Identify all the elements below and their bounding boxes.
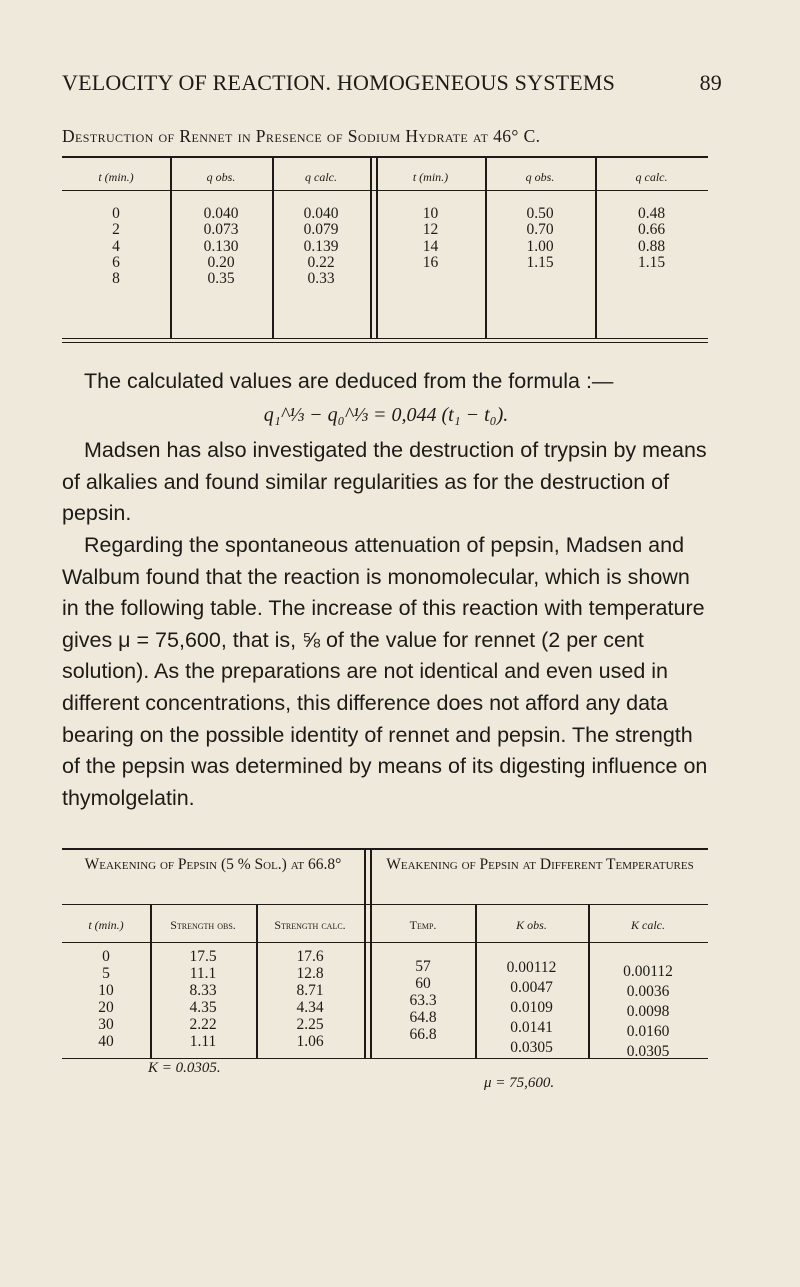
table-cell: 0.88	[637, 237, 666, 255]
table1-col-calc-left	[272, 206, 370, 287]
table-cell: 0.20	[207, 253, 235, 271]
table-cell: 0.70	[526, 221, 554, 239]
table2-col-temp	[371, 958, 475, 1043]
table2-header-cell: Strength calc.	[274, 918, 346, 932]
table-cell: 0.0098	[626, 1003, 670, 1020]
table2-divider	[364, 849, 366, 1059]
table-cell: 10	[422, 205, 439, 222]
body-text	[62, 366, 710, 814]
table-cell: 8.71	[296, 982, 324, 999]
table2-caption-rule	[62, 904, 708, 905]
table-cell: 0.040	[203, 205, 239, 222]
table-cell: 0.073	[203, 221, 239, 239]
table-cell: 1.06	[296, 1033, 324, 1050]
table-cell: 0.66	[637, 221, 666, 239]
table1-header-cell: q obs.	[525, 170, 555, 184]
table-cell: 0.0305	[626, 1043, 670, 1060]
table-cell: 0.48	[637, 205, 666, 222]
table-cell: 63.3	[409, 992, 437, 1009]
table1-col-obs-right	[485, 206, 595, 271]
table-cell: 12.8	[296, 965, 324, 982]
page-number: 89	[699, 70, 722, 95]
table-cell: 6	[112, 253, 120, 271]
table-cell: 1.15	[637, 253, 666, 271]
paragraph: Madsen has also investigated the destruction of trypsin by means of alkalies and found similar regularities as for the destruction of pepsin.	[62, 438, 707, 526]
table1-col-t-right	[376, 206, 485, 271]
table-cell: 0.0109	[510, 999, 553, 1016]
table1-header-cell: q obs.	[206, 170, 236, 184]
table2-top-rule	[62, 848, 708, 850]
table-cell: 12	[422, 221, 439, 239]
table-cell: 2.25	[296, 1016, 324, 1033]
table-cell: 17.6	[296, 948, 324, 965]
table2-left-footer: K = 0.0305.	[148, 1060, 221, 1076]
table2-col-strength-obs	[150, 948, 256, 1050]
table2-header-rule	[62, 942, 708, 943]
header-title: VELOCITY OF REACTION. HOMOGENEOUS SYSTEMS	[62, 70, 616, 95]
table-cell: 4.35	[189, 999, 217, 1016]
table-cell: 64.8	[409, 1009, 437, 1026]
table-cell: 8.33	[189, 982, 217, 999]
table-cell: 0.079	[303, 221, 339, 239]
table-cell: 0.0047	[510, 979, 553, 996]
table1-col-calc-right	[595, 206, 708, 271]
table-cell: 0.50	[526, 205, 554, 222]
table2-col-k-calc	[588, 962, 708, 1062]
table-cell: 17.5	[189, 948, 217, 965]
table1-bottom-rule-2	[62, 342, 708, 343]
table1-header-rule	[62, 190, 708, 191]
table2-header-cell: K obs.	[516, 918, 547, 932]
table1-col-obs-left	[170, 206, 272, 287]
table-cell: 57	[415, 958, 431, 975]
table2-col-k-obs	[475, 958, 588, 1058]
table1-top-rule	[62, 156, 708, 158]
paragraph: Regarding the spontaneous attenuation of pepsin, Madsen and Walbum found that the reaction is monomolecular, which is shown in the following table. The increase of this reaction with temperature gives μ = 75,600, that is, ⅝ of the value for rennet (2 per cent solution). As the preparations are not identical and even used in different concentrations, this difference does not afford any data bearing on the possible identity of rennet and pepsin. The strength of the pepsin was determined by means of its digesting influence on thymolgelatin.	[62, 532, 708, 810]
table1-header-cell: t (min.)	[98, 170, 134, 184]
table-cell: 0	[102, 948, 110, 965]
table2-col-strength-calc	[256, 948, 364, 1050]
table-cell: 1.15	[526, 253, 554, 271]
table-cell: 8	[112, 270, 120, 288]
table1-header-cell: q calc.	[305, 170, 337, 184]
table2-col-t	[62, 948, 150, 1050]
table-cell: 0.0160	[626, 1023, 670, 1040]
table-cell: 60	[415, 975, 431, 992]
table1-header-cell: t (min.)	[412, 170, 449, 184]
table-cell: 40	[98, 1033, 114, 1050]
table-cell: 0.0305	[510, 1039, 553, 1056]
table-cell: 4.34	[296, 999, 324, 1016]
table-cell: 20	[98, 999, 114, 1016]
table1-col-t-left	[62, 206, 170, 287]
table-cell: 0.040	[303, 205, 339, 222]
paragraph: The calculated values are deduced from the formula :—	[84, 369, 614, 393]
table-cell: 0.139	[303, 237, 339, 255]
table1-header-cell: q calc.	[635, 170, 668, 184]
table-cell: 0	[112, 205, 120, 222]
table-cell: 1.00	[526, 237, 554, 255]
table1-divider	[370, 157, 372, 338]
table2-header-cell: K calc.	[631, 918, 665, 932]
table2-header-cell: t (min.)	[88, 918, 124, 932]
table-cell: 0.35	[207, 270, 235, 288]
table-cell: 10	[98, 982, 114, 999]
table-cell: 0.33	[307, 270, 335, 288]
table-cell: 0.00112	[623, 963, 673, 980]
table-cell: 2.22	[189, 1016, 217, 1033]
table-cell: 0.00112	[506, 959, 557, 976]
table2-right-footer: μ = 75,600.	[484, 1075, 555, 1091]
table2-left-caption: Weakening of Pepsin (5 % Sol.) at 66.8°	[84, 856, 342, 873]
table-cell: 0.0141	[510, 1019, 553, 1036]
table1-caption: Destruction of Rennet in Presence of Sodium Hydrate at 46° C.	[62, 126, 541, 146]
table-cell: 5	[102, 965, 110, 982]
table2-header-cell: Temp.	[409, 918, 437, 932]
table-cell: 2	[112, 221, 120, 239]
table-cell: 0.130	[203, 237, 239, 255]
table-cell: 0.22	[307, 253, 335, 271]
formula: q₁^⅓ − q₀^⅓ = 0,044 (t₁ − t₀).	[263, 403, 509, 426]
table-cell: 4	[112, 237, 120, 255]
table-cell: 1.11	[189, 1033, 217, 1050]
table-cell: 0.0036	[626, 983, 670, 1000]
table-cell: 30	[98, 1016, 114, 1033]
table-cell: 14	[422, 237, 439, 255]
table1-bottom-rule	[62, 338, 708, 339]
table2-right-caption: Weakening of Pepsin at Different Temperatures	[386, 856, 694, 873]
table-cell: 16	[422, 253, 439, 271]
table2-header-cell: Strength obs.	[170, 918, 236, 932]
table-cell: 11.1	[189, 965, 217, 982]
table-cell: 66.8	[409, 1026, 437, 1043]
